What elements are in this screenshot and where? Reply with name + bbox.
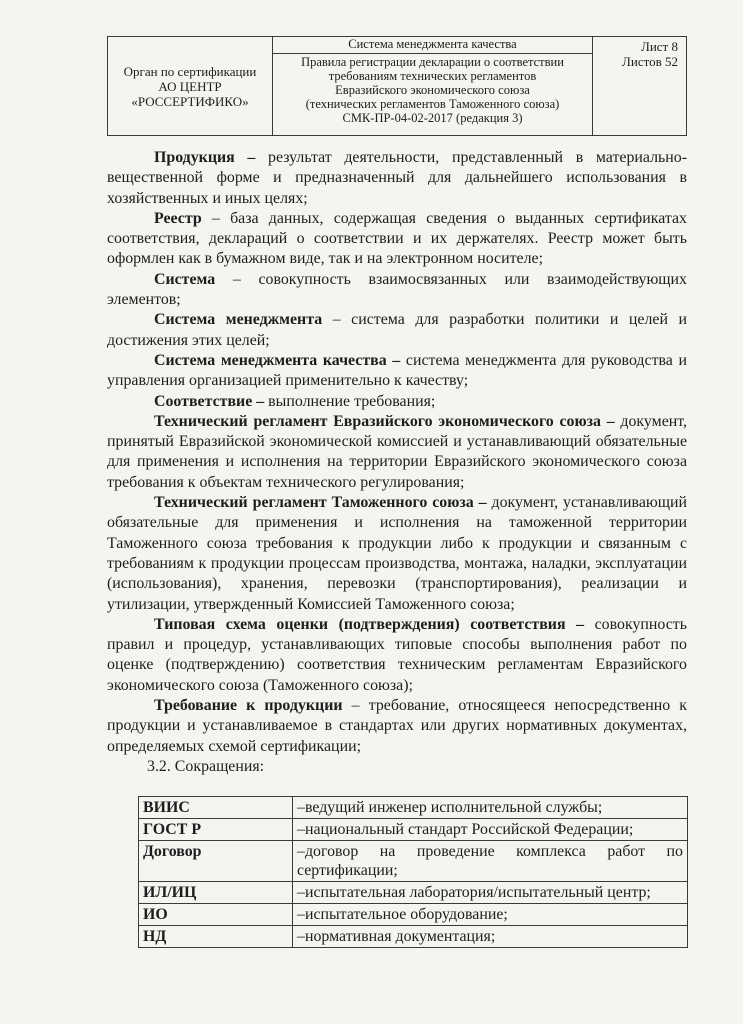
definition-term: Технический регламент Таможенного союза – xyxy=(154,494,487,512)
meaning-cell: –договор на проведение комплекса работ по сертификации; xyxy=(293,841,688,882)
table-row xyxy=(139,819,688,841)
meaning-cell: –испытательное оборудование; xyxy=(293,904,688,926)
definition-text: совокупность правил и процедур, устанавливающих типовые способы выполнения работ по оценке (подтверждению) соответствия техническим регламентам Евразийского экономического союза (Таможенного союза); xyxy=(107,615,687,694)
definitions-section xyxy=(107,148,687,777)
definition xyxy=(107,148,687,209)
definition-text: – база данных, содержащая сведения о выданных сертификатах соответствия, деклараций о соответствии и их держателях. Реестр может быть оформлен как в бумажном виде, так и на электронном носителе; xyxy=(107,209,687,268)
definition-term: Типовая схема оценки (подтверждения) соответствия – xyxy=(154,615,585,633)
definition xyxy=(107,351,687,392)
rules-title-cell xyxy=(273,54,593,136)
definition-term: Требование к продукции xyxy=(154,697,343,715)
sheet-number: Лист 8 xyxy=(641,39,678,54)
org-line: «РОССЕРТИФИКО» xyxy=(131,93,249,109)
definition xyxy=(107,493,687,615)
document-code: СМК-ПР-04-02-2017 (редакция 3) xyxy=(342,111,523,125)
document-header xyxy=(107,36,687,136)
definition-term: Технический регламент Евразийского экономического союза – xyxy=(154,412,615,430)
definition-term: Реестр xyxy=(154,209,202,227)
definition-term: Продукция – xyxy=(154,149,256,166)
definition-text: документ, принятый Евразийской экономической комиссией и устанавливающий обязательные для применения и исполнения на территории Евразийского экономического союза требования к объектам технического регулирования; xyxy=(107,412,687,491)
meaning-cell: –национальный стандарт Российской Федерации; xyxy=(293,819,688,841)
table-row xyxy=(139,797,688,819)
abbreviation-cell: ГОСТ Р xyxy=(139,819,293,841)
definition-text: – система для разработки политики и целей и достижения этих целей; xyxy=(107,311,687,349)
org-line: Орган по сертификации xyxy=(123,63,257,79)
definition xyxy=(107,310,687,351)
rules-line: (технических регламентов Таможенного союза) xyxy=(305,97,560,111)
definition-term: Система менеджмента xyxy=(154,311,323,329)
definition-text: – совокупность взаимосвязанных или взаимодействующих элементов; xyxy=(107,270,687,309)
meaning-cell: –нормативная документация; xyxy=(293,926,688,948)
definition-text: результат деятельности, представленный в материально-вещественной форме и предназначенный для дальнейшего использования в хозяйственных и иных целях; xyxy=(107,149,687,207)
abbreviation-cell: НД xyxy=(139,926,293,948)
table-row xyxy=(139,841,688,882)
definition xyxy=(107,696,687,757)
definition xyxy=(107,209,687,270)
abbreviations-heading: 3.2. Сокращения: xyxy=(147,757,265,775)
definition-term: Система xyxy=(154,270,216,288)
rules-line: Евразийского экономического союза xyxy=(335,83,530,97)
abbreviation-cell: ВИИС xyxy=(139,797,293,819)
meaning-cell: –испытательная лаборатория/испытательный центр; xyxy=(293,882,688,904)
definition xyxy=(107,270,687,311)
definition-text: система менеджмента для руководства и управления организацией применительно к качеству; xyxy=(107,351,687,390)
abbreviations-table xyxy=(138,796,688,948)
meaning-cell: –ведущий инженер исполнительной службы; xyxy=(293,797,688,819)
abbreviation-cell: ИО xyxy=(139,904,293,926)
definition-text: документ, устанавливающий обязательные для применения и исполнения на таможенной территории Таможенного союза требования к продукции либо к продукции и связанным с требованиям к продукции процессам производства, монтажа, наладки, эксплуатации (использования), хранения, перевозки (транспортирования), реализации и утилизации, утвержденный Комиссией Таможенного союза; xyxy=(107,494,687,613)
definition xyxy=(107,392,687,412)
definition-term: Система менеджмента качества – xyxy=(154,351,401,369)
table-row xyxy=(139,926,688,948)
org-line: АО ЦЕНТР xyxy=(158,78,222,94)
rules-line: Правила регистрации декларации о соответствии xyxy=(301,55,564,69)
abbreviation-cell: ИЛ/ИЦ xyxy=(139,882,293,904)
rules-line: требованиям технических регламентов xyxy=(328,69,537,83)
table-row xyxy=(139,882,688,904)
certification-body-cell xyxy=(108,37,273,136)
definition xyxy=(107,615,687,696)
sheets-total: Листов 52 xyxy=(622,54,678,69)
definition xyxy=(107,412,687,493)
definition-term: Соответствие – xyxy=(154,392,265,410)
sheet-info xyxy=(593,37,687,136)
abbreviation-cell: Договор xyxy=(139,841,293,882)
definition-text: – требование, относящееся непосредственно к продукции и устанавливаемое в стандартах или других нормативных документах, определяемых схемой сертификации; xyxy=(107,697,688,755)
quality-system-title: Система менеджмента качества xyxy=(273,37,593,54)
definition-text: выполнение требования; xyxy=(264,392,436,410)
table-row xyxy=(139,904,688,926)
